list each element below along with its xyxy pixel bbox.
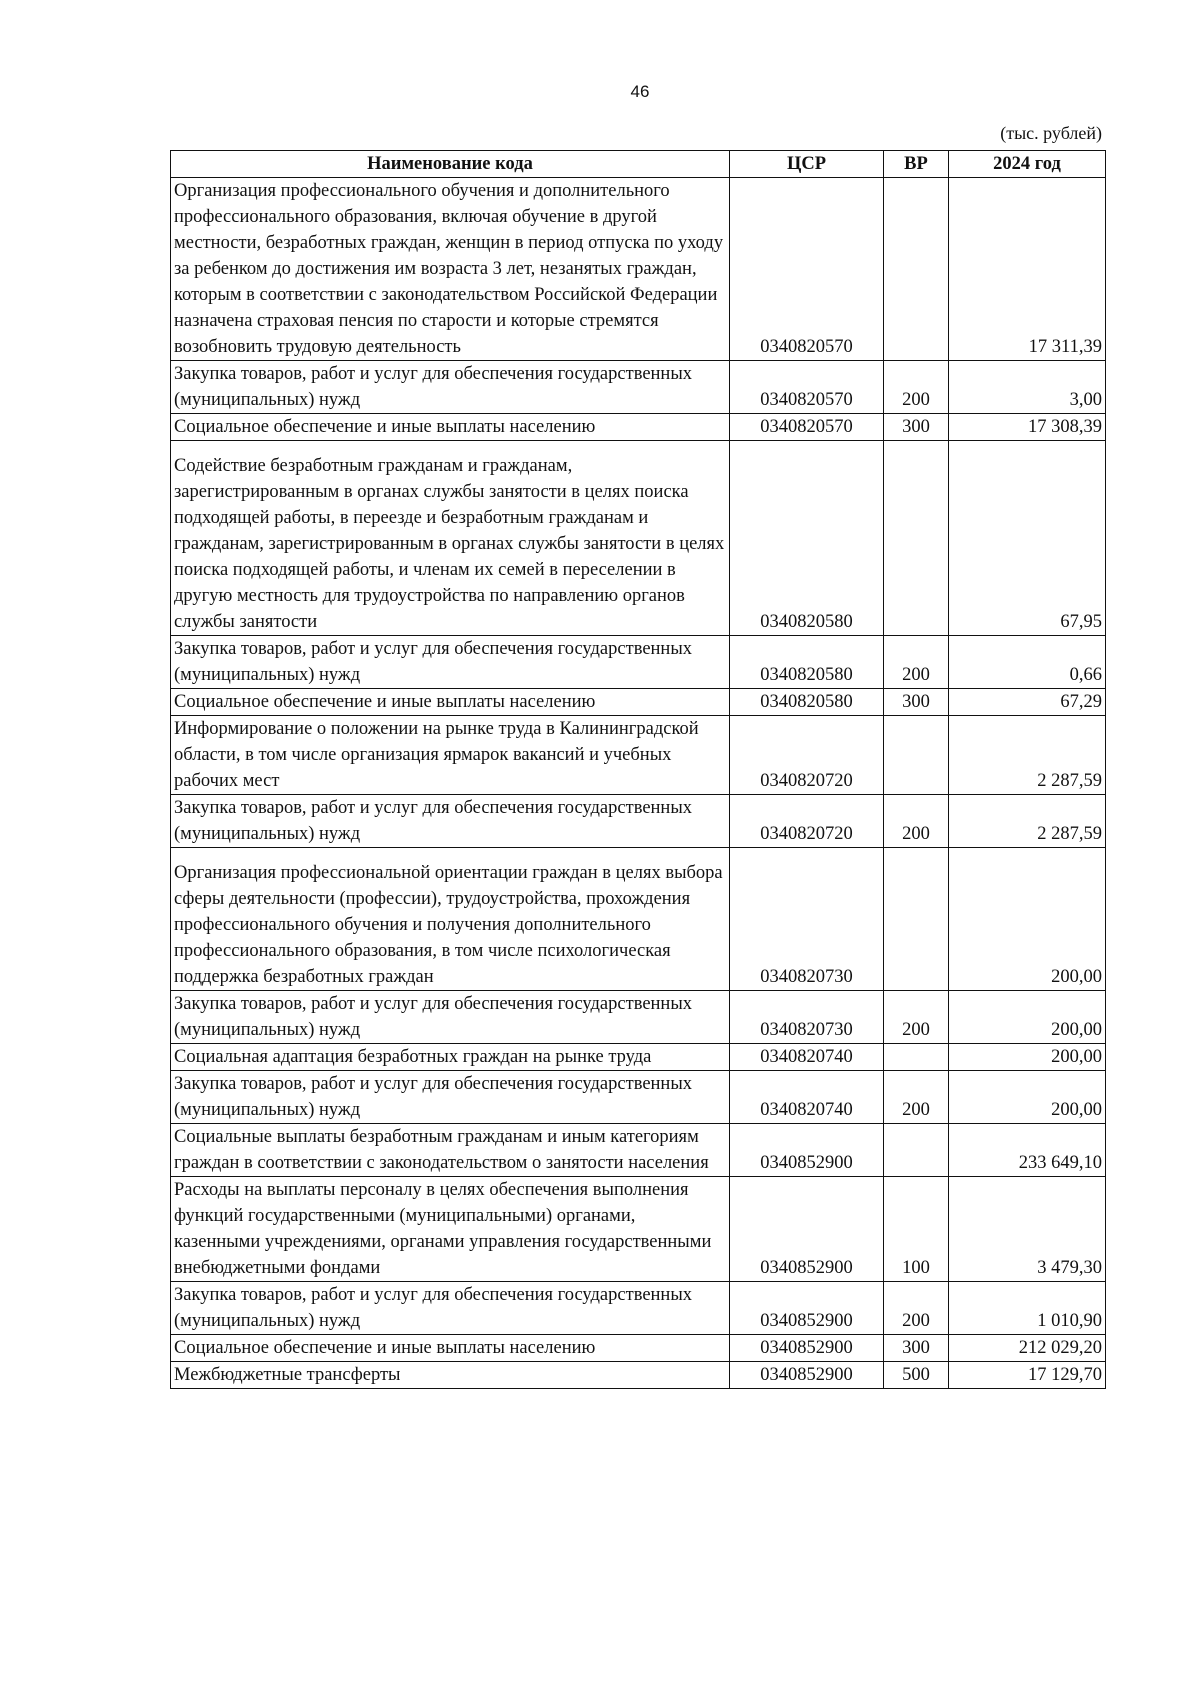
row-amount: 17 129,70 bbox=[949, 1362, 1106, 1389]
table-row bbox=[171, 848, 1106, 991]
row-vr: 300 bbox=[884, 1335, 949, 1362]
row-name: Закупка товаров, работ и услуг для обеспечения государственных (муниципальных) нужд bbox=[171, 1071, 730, 1124]
row-amount: 17 311,39 bbox=[949, 178, 1106, 361]
table-row bbox=[171, 1124, 1106, 1177]
table-row bbox=[171, 1071, 1106, 1124]
row-csr: 0340820570 bbox=[730, 178, 884, 361]
row-amount: 200,00 bbox=[949, 1071, 1106, 1124]
table-row bbox=[171, 991, 1106, 1044]
row-name: Социальное обеспечение и иные выплаты населению bbox=[171, 1335, 730, 1362]
row-csr: 0340820720 bbox=[730, 716, 884, 795]
table-row bbox=[171, 716, 1106, 795]
row-name: Социальные выплаты безработным гражданам и иным категориям граждан в соответствии с законодательством о занятости населения bbox=[171, 1124, 730, 1177]
table-row bbox=[171, 414, 1106, 441]
row-vr bbox=[884, 716, 949, 795]
row-amount: 2 287,59 bbox=[949, 795, 1106, 848]
row-name: Социальное обеспечение и иные выплаты населению bbox=[171, 414, 730, 441]
row-csr: 0340820730 bbox=[730, 991, 884, 1044]
row-vr bbox=[884, 1044, 949, 1071]
row-amount: 67,95 bbox=[949, 441, 1106, 636]
header-csr: ЦСР bbox=[730, 151, 884, 178]
row-csr: 0340820720 bbox=[730, 795, 884, 848]
row-name: Социальная адаптация безработных граждан на рынке труда bbox=[171, 1044, 730, 1071]
row-vr: 300 bbox=[884, 689, 949, 716]
row-name: Закупка товаров, работ и услуг для обеспечения государственных (муниципальных) нужд bbox=[171, 361, 730, 414]
table-row bbox=[171, 1044, 1106, 1071]
row-amount: 1 010,90 bbox=[949, 1282, 1106, 1335]
row-amount: 200,00 bbox=[949, 1044, 1106, 1071]
table-row bbox=[171, 361, 1106, 414]
row-csr: 0340852900 bbox=[730, 1282, 884, 1335]
row-amount: 233 649,10 bbox=[949, 1124, 1106, 1177]
row-vr bbox=[884, 178, 949, 361]
row-name: Закупка товаров, работ и услуг для обеспечения государственных (муниципальных) нужд bbox=[171, 1282, 730, 1335]
row-csr: 0340852900 bbox=[730, 1335, 884, 1362]
row-csr: 0340852900 bbox=[730, 1177, 884, 1282]
row-csr: 0340820740 bbox=[730, 1044, 884, 1071]
table-row bbox=[171, 636, 1106, 689]
row-vr bbox=[884, 848, 949, 991]
row-csr: 0340820740 bbox=[730, 1071, 884, 1124]
row-vr: 300 bbox=[884, 414, 949, 441]
table-row bbox=[171, 1335, 1106, 1362]
row-name: Межбюджетные трансферты bbox=[171, 1362, 730, 1389]
row-name: Расходы на выплаты персоналу в целях обеспечения выполнения функций государственными (муниципальными) органами, казенными учреждениями, органами управления государственными внебюджетными фондами bbox=[171, 1177, 730, 1282]
row-name: Закупка товаров, работ и услуг для обеспечения государственных (муниципальных) нужд bbox=[171, 795, 730, 848]
page-number: 46 bbox=[630, 82, 650, 101]
row-vr bbox=[884, 1124, 949, 1177]
row-csr: 0340820570 bbox=[730, 361, 884, 414]
row-amount: 0,66 bbox=[949, 636, 1106, 689]
row-name: Закупка товаров, работ и услуг для обеспечения государственных (муниципальных) нужд bbox=[171, 636, 730, 689]
units-label: (тыс. рублей) bbox=[1000, 123, 1102, 143]
row-vr: 200 bbox=[884, 636, 949, 689]
row-amount: 200,00 bbox=[949, 848, 1106, 991]
budget-table bbox=[170, 150, 1106, 1389]
row-name: Организация профессионального обучения и дополнительного профессионального образования, включая обучение в другой местности, безработных граждан, женщин в период отпуска по уходу за ребенком до достижения им возраста 3 лет, незанятых граждан, которым в соответствии с законодательством Российской Федерации назначена страховая пенсия по старости и которые стремятся возобновить трудовую деятельность bbox=[171, 178, 730, 361]
header-year: 2024 год bbox=[949, 151, 1106, 178]
row-name: Содействие безработным гражданам и гражданам, зарегистрированным в органах службы занятости в целях поиска подходящей работы, в переезде и безработным гражданам и гражданам, зарегистрированным в органах службы занятости в целях поиска подходящей работы, и членам их семей в переселении в другую местность для трудоустройства по направлению органов службы занятости bbox=[171, 441, 730, 636]
row-csr: 0340820580 bbox=[730, 441, 884, 636]
row-amount: 3 479,30 bbox=[949, 1177, 1106, 1282]
table-row bbox=[171, 1177, 1106, 1282]
row-csr: 0340820730 bbox=[730, 848, 884, 991]
table-row bbox=[171, 441, 1106, 636]
row-vr: 200 bbox=[884, 361, 949, 414]
row-amount: 200,00 bbox=[949, 991, 1106, 1044]
row-vr: 200 bbox=[884, 991, 949, 1044]
row-csr: 0340852900 bbox=[730, 1362, 884, 1389]
row-name: Социальное обеспечение и иные выплаты населению bbox=[171, 689, 730, 716]
table-header-row bbox=[171, 151, 1106, 178]
header-name: Наименование кода bbox=[171, 151, 730, 178]
row-name: Организация профессиональной ориентации граждан в целях выбора сферы деятельности (профессии), трудоустройства, прохождения профессионального обучения и получения дополнительного профессионального образования, в том числе психологическая поддержка безработных граждан bbox=[171, 848, 730, 991]
row-csr: 0340852900 bbox=[730, 1124, 884, 1177]
row-amount: 17 308,39 bbox=[949, 414, 1106, 441]
row-amount: 3,00 bbox=[949, 361, 1106, 414]
row-amount: 212 029,20 bbox=[949, 1335, 1106, 1362]
row-vr: 100 bbox=[884, 1177, 949, 1282]
row-name: Закупка товаров, работ и услуг для обеспечения государственных (муниципальных) нужд bbox=[171, 991, 730, 1044]
row-vr bbox=[884, 441, 949, 636]
row-amount: 2 287,59 bbox=[949, 716, 1106, 795]
row-amount: 67,29 bbox=[949, 689, 1106, 716]
table-row bbox=[171, 1282, 1106, 1335]
row-vr: 200 bbox=[884, 1071, 949, 1124]
row-vr: 200 bbox=[884, 795, 949, 848]
table-row bbox=[171, 178, 1106, 361]
row-vr: 200 bbox=[884, 1282, 949, 1335]
header-vr: ВР bbox=[884, 151, 949, 178]
table-row bbox=[171, 1362, 1106, 1389]
row-vr: 500 bbox=[884, 1362, 949, 1389]
table-row bbox=[171, 795, 1106, 848]
row-csr: 0340820580 bbox=[730, 636, 884, 689]
row-csr: 0340820580 bbox=[730, 689, 884, 716]
row-name: Информирование о положении на рынке труда в Калининградской области, в том числе организация ярмарок вакансий и учебных рабочих мест bbox=[171, 716, 730, 795]
row-csr: 0340820570 bbox=[730, 414, 884, 441]
table-row bbox=[171, 689, 1106, 716]
